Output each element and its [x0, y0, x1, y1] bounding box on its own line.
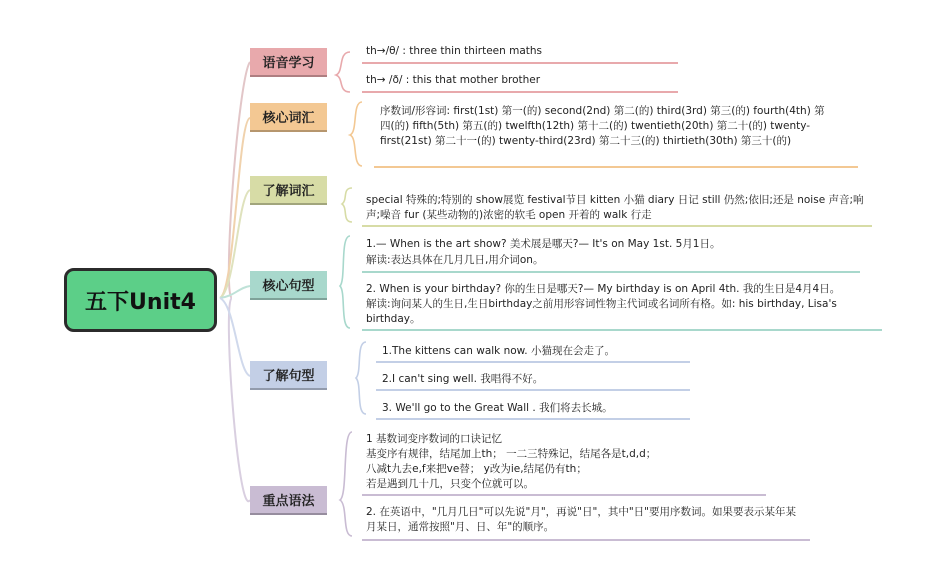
known-sentence-3: 3. We'll go to the Great Wall . 我们将去长城。	[382, 402, 613, 414]
underline	[362, 271, 860, 273]
category-core-vocab	[250, 103, 327, 132]
brace-known-vocab	[342, 188, 352, 222]
phonics-item-2: th→ /ð/ : this that mother brother	[366, 74, 541, 86]
branch-4	[220, 298, 250, 376]
brace-grammar	[340, 432, 352, 536]
branch-2	[220, 190, 250, 298]
category-label: 核心句型	[262, 279, 315, 294]
category-known-sentences	[250, 361, 327, 390]
category-label: 重点语法	[262, 494, 315, 509]
core-vocab-text: 序数词/形容词: first(1st) 第一(的) second(2nd) 第二(的) third(3rd) 第三(的) fourth(4th) 第四(的) fifth(5th) 第五(的) twelfth(12th) 第十二(的) twentieth(20th) 第二十(的) twenty-first(21st) 第二十一(的) twenty-third(23rd) 第二十三(的) thirtieth(30th) 第三十(的)	[380, 105, 825, 147]
root-node	[64, 268, 217, 332]
root-title: 五下Unit4	[85, 289, 196, 315]
category-grammar	[250, 486, 327, 515]
known-vocab-text: special 特殊的;特别的 show展览 festival节目 kitten 小猫 diary 日记 still 仍然;依旧;还是 noise 声音;响声;噪音 fur (某些动物的)浓密的软毛 open 开着的 walk 行走	[366, 194, 864, 221]
core-sentence-1-note: 解读:表达具体在几月几日,用介词on。	[366, 254, 544, 266]
underline	[362, 329, 882, 331]
brace-core-vocab	[350, 102, 362, 166]
category-known-vocab	[250, 176, 327, 205]
underline	[374, 166, 858, 168]
grammar-2: 2. 在英语中，"几月几日"可以先说"月"，再说"日"，其中"日"要用序数词。如果要表示某年某月某日，通常按照"月、日、年"的顺序。	[366, 506, 796, 533]
underline	[376, 361, 690, 363]
underline	[362, 62, 678, 64]
grammar-1-line-3: 若是遇到几十几，只变个位就可以。	[366, 478, 534, 490]
underline	[376, 389, 690, 391]
core-sentence-1: 1.— When is the art show? 美术展是哪天?— It's on May 1st. 5月1日。	[366, 238, 721, 250]
underline	[376, 418, 690, 420]
core-sentence-2-note: 解读:询问某人的生日,生日birthday之前用形容词性物主代词或名词所有格。如: his birthday, Lisa's birthday。	[366, 298, 837, 325]
category-phonics	[250, 48, 327, 77]
category-label: 核心词汇	[262, 111, 315, 126]
category-label: 了解词汇	[262, 184, 315, 199]
known-sentence-2: 2.I can't sing well. 我唱得不好。	[382, 373, 544, 385]
category-core-sentences	[250, 271, 327, 300]
phonics-item-1: th→/θ/ : three thin thirteen maths	[366, 45, 543, 57]
grammar-1-line-1: 基变序有规律，结尾加上th； 一二三特殊记，结尾各是t,d,d；	[366, 448, 657, 460]
branch-1	[220, 118, 250, 298]
brace-known-sentences	[356, 342, 366, 414]
brace-phonics	[336, 52, 350, 92]
underline	[362, 225, 872, 227]
grammar-1-line-2: 八减t九去e,f来把ve替； y改为ie,结尾仍有th；	[366, 463, 587, 475]
underline	[362, 539, 810, 541]
core-sentence-2: 2. When is your birthday? 你的生日是哪天?— My birthday is on April 4th. 我的生日是4月4日。	[366, 283, 841, 295]
grammar-1-title: 1 基数词变序数词的口诀记忆	[366, 433, 503, 445]
brace-core-sentences	[340, 236, 350, 328]
category-label: 语音学习	[262, 56, 315, 71]
known-sentence-1: 1.The kittens can walk now. 小猫现在会走了。	[382, 345, 615, 357]
category-label: 了解句型	[262, 369, 315, 384]
underline	[362, 494, 766, 496]
underline	[362, 91, 678, 93]
root-bracket-lower	[229, 298, 250, 501]
